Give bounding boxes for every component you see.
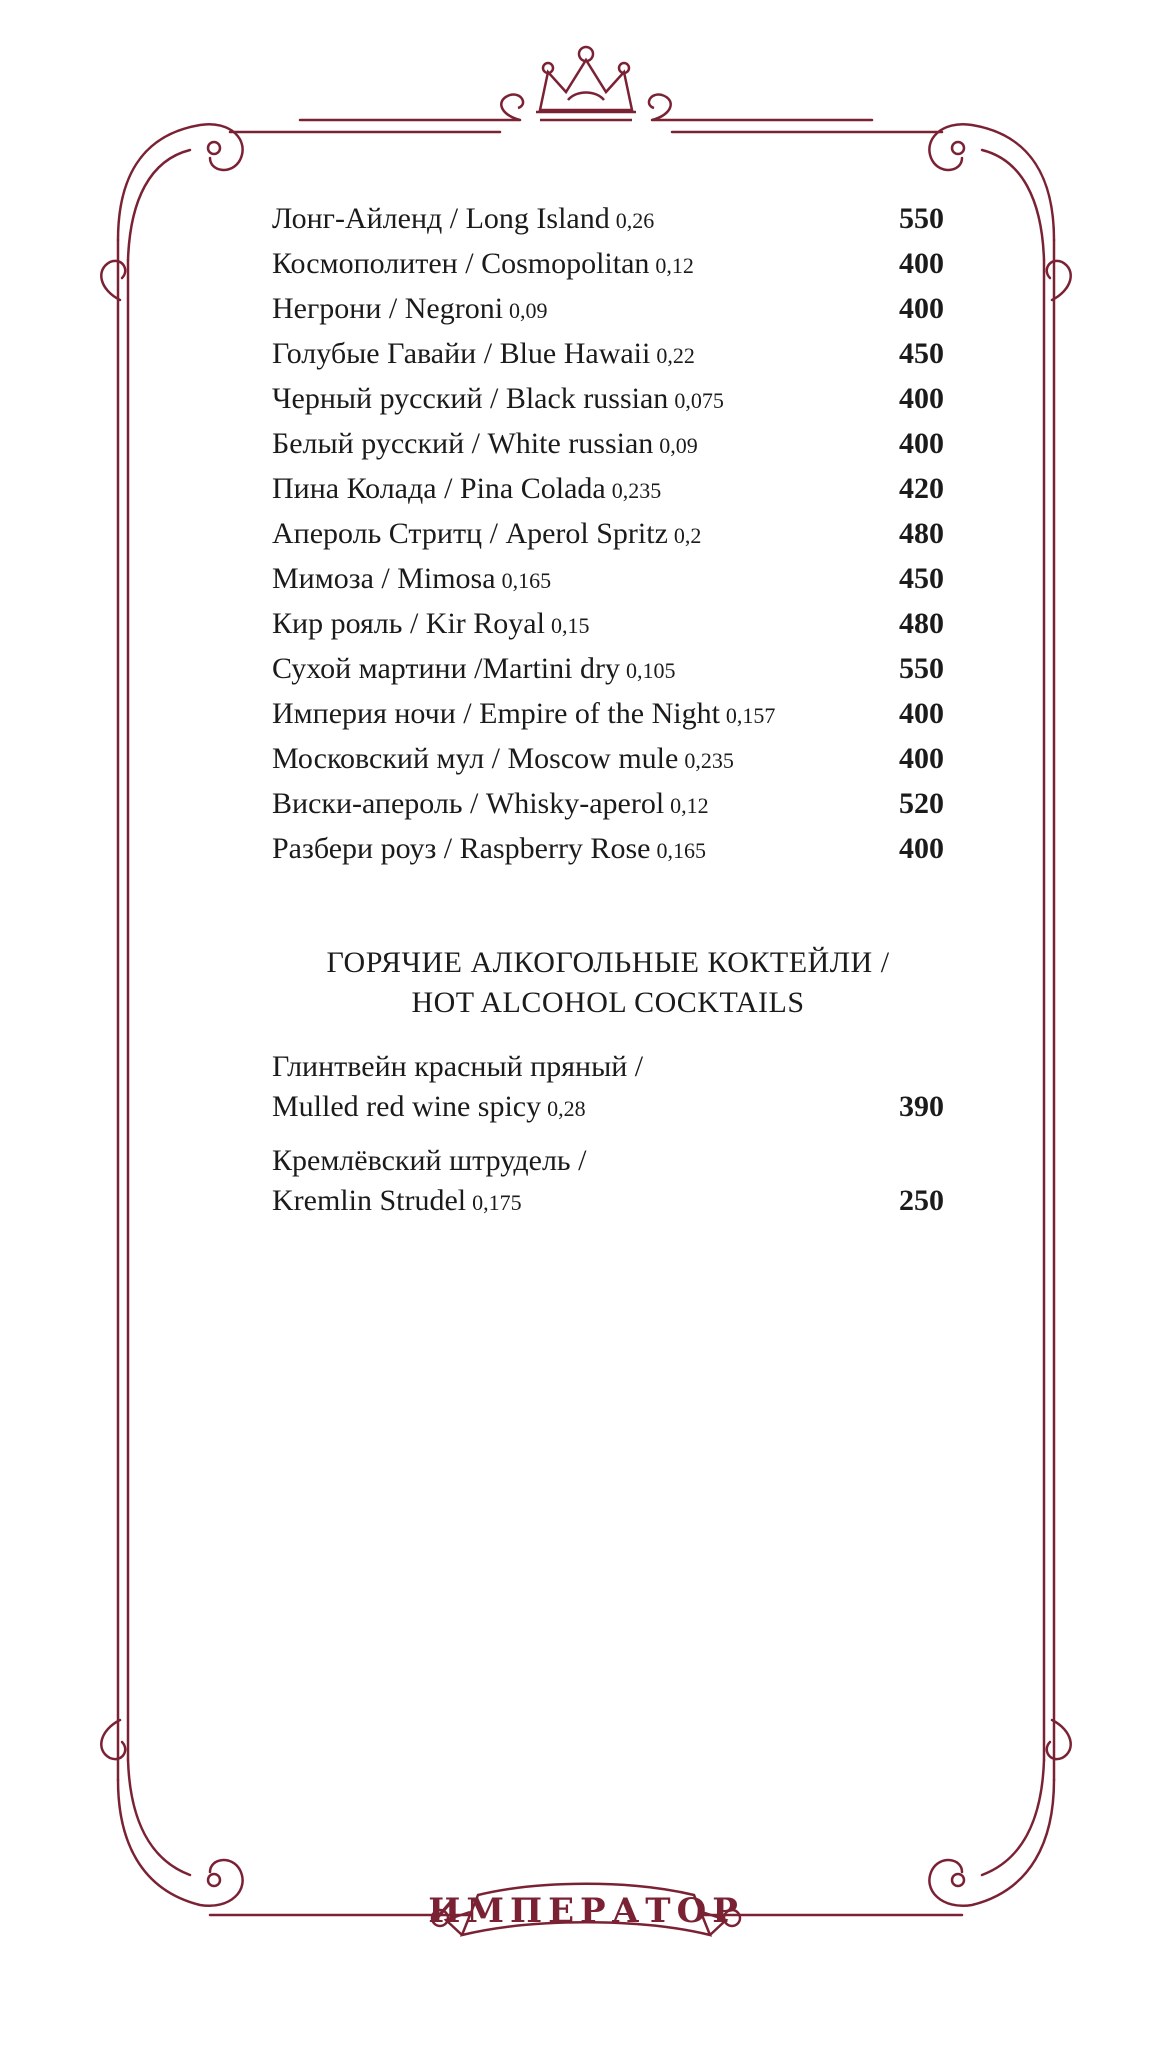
item-name: Кир рояль / Kir Royal 0,15 [272, 607, 590, 640]
item-name-ru: Кремлёвский штрудель / [272, 1144, 587, 1177]
menu-item [272, 241, 944, 286]
item-name: Мимоза / Mimosa 0,165 [272, 562, 552, 595]
menu-item [272, 511, 944, 556]
item-name: Разбери роуз / Raspberry Rose 0,165 [272, 832, 706, 865]
item-volume: 0,235 [684, 748, 734, 773]
item-name: Голубые Гавайи / Blue Hawaii 0,22 [272, 337, 695, 370]
item-price: 520 [899, 787, 944, 820]
section-title-ru: ГОРЯЧИЕ АЛКОГОЛЬНЫЕ КОКТЕЙЛИ / [326, 946, 890, 979]
item-volume: 0,26 [615, 208, 655, 233]
menu-content [272, 196, 944, 1235]
item-volume: 0,12 [655, 253, 694, 278]
item-price: 480 [899, 517, 944, 550]
item-price: 450 [899, 562, 944, 595]
item-volume: 0,12 [670, 793, 709, 818]
item-volume: 0,105 [625, 658, 676, 683]
item-volume: 0,175 [472, 1190, 522, 1215]
item-name: Негрони / Negroni 0,09 [272, 292, 548, 325]
menu-item [272, 466, 944, 511]
item-volume: 0,09 [509, 298, 548, 323]
item-name: Империя ночи / Empire of the Night 0,157 [272, 697, 776, 730]
item-price: 550 [899, 202, 944, 235]
menu-item [272, 196, 944, 241]
item-name: Апероль Стритц / Aperol Spritz 0,2 [272, 517, 702, 550]
brand-name: ИМПЕРАТОР [428, 1891, 744, 1931]
item-name: Лонг-Айленд / Long Island 0,26 [272, 202, 655, 235]
menu-item [272, 286, 944, 331]
item-name: Белый русский / White russian 0,09 [272, 427, 698, 460]
item-volume: 0,2 [673, 523, 702, 548]
item-name-en: Kremlin Strudel 0,175 [272, 1184, 522, 1217]
item-name-en: Mulled red wine spicy 0,28 [272, 1090, 586, 1123]
hot-cocktail-list [272, 1047, 944, 1223]
item-price: 550 [899, 652, 944, 685]
section-title [272, 943, 944, 1023]
item-price: 400 [899, 382, 944, 415]
item-price: 480 [899, 607, 944, 640]
item-price: 450 [899, 337, 944, 370]
item-price: 250 [899, 1184, 944, 1217]
item-volume: 0,157 [725, 703, 776, 728]
section-title-en: HOT ALCOHOL COCKTAILS [411, 986, 805, 1019]
item-volume: 0,165 [656, 838, 706, 863]
menu-item [272, 556, 944, 601]
item-volume: 0,28 [547, 1096, 586, 1121]
item-price: 390 [899, 1090, 944, 1123]
menu-item [272, 601, 944, 646]
menu-item [272, 376, 944, 421]
item-name: Сухой мартини /Martini dry 0,105 [272, 652, 676, 685]
item-name: Виски-апероль / Whisky-aperol 0,12 [272, 787, 709, 820]
item-price: 420 [899, 472, 944, 505]
item-name: Пина Колада / Pina Colada 0,235 [272, 472, 662, 505]
item-name: Московский мул / Moscow mule 0,235 [272, 742, 734, 775]
item-volume: 0,075 [674, 388, 724, 413]
crown-icon [501, 47, 670, 120]
cocktail-list [272, 196, 944, 871]
item-price: 400 [899, 292, 944, 325]
item-name-ru: Глинтвейн красный пряный / [272, 1050, 644, 1083]
item-volume: 0,09 [659, 433, 698, 458]
item-name: Черный русский / Black russian 0,075 [272, 382, 724, 415]
menu-item [272, 736, 944, 781]
menu-item [272, 421, 944, 466]
item-volume: 0,165 [501, 568, 552, 593]
item-price: 400 [899, 832, 944, 865]
item-price: 400 [899, 697, 944, 730]
hot-menu-item [272, 1047, 944, 1129]
banner-ribbon-icon [428, 1884, 744, 1935]
item-price: 400 [899, 247, 944, 280]
menu-item [272, 781, 944, 826]
item-volume: 0,15 [550, 613, 590, 638]
hot-menu-item [272, 1141, 944, 1223]
item-volume: 0,235 [611, 478, 662, 503]
item-price: 400 [899, 427, 944, 460]
item-volume: 0,22 [656, 343, 695, 368]
item-name: Космополитен / Cosmopolitan 0,12 [272, 247, 694, 280]
menu-item [272, 646, 944, 691]
menu-item [272, 331, 944, 376]
menu-item [272, 826, 944, 871]
item-price: 400 [899, 742, 944, 775]
menu-item [272, 691, 944, 736]
